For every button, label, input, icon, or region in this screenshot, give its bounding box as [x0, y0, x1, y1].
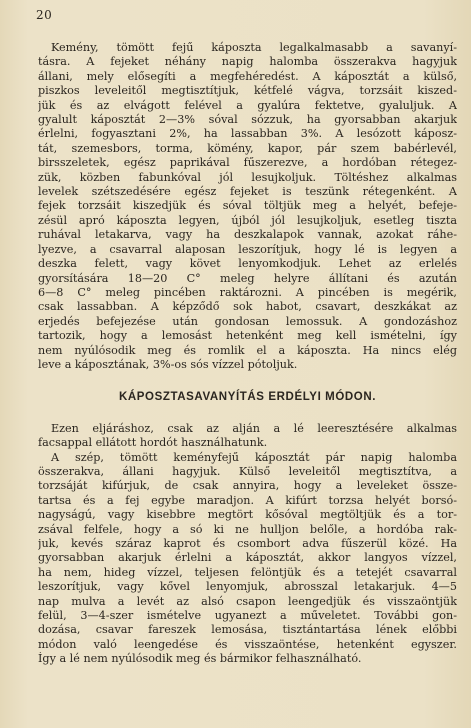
text-line: zsával felfele, hogy a só ki ne hulljon belőle, a hordóba rak- [38, 522, 457, 536]
text-line: összerakva, állani hagyjuk. Külső leveleitől megtisztítva, a [38, 464, 457, 478]
text-line: Így a lé nem nyúlósodik meg és bármikor felhasználható. [38, 652, 362, 666]
text-line: piszkos leveleitől megtisztítjuk, kétfelé vágva, torzsáit kiszed- [38, 84, 457, 98]
text-line: lyezve, a csavarral alaposan leszorítjuk, hogy lé is legyen a [38, 242, 457, 256]
page-number: 20 [36, 8, 53, 22]
text-line: tartsa és a fej egybe maradjon. A kifúrt torzsa helyét borsó- [38, 493, 457, 507]
text-line: dozása, csavar fareszek lemosása, tisztántartása lének előbbi [38, 623, 457, 637]
text-line: gyorsabban akarjuk érlelni a káposztát, akkor langyos vízzel, [38, 551, 457, 565]
text-line: zük, közben fabunkóval jól lesujkoljuk. Töltéshez alkalmas [38, 170, 457, 184]
text-line: állani, mely elősegíti a megfehéredést. A káposztát a külső, [38, 69, 457, 83]
section-heading: KÁPOSZTASAVANYÍTÁS ERDÉLYI MÓDON. [118, 391, 377, 404]
text-line: tartozik, hogy a lemosást hetenként meg kell ismételni, így [38, 329, 457, 343]
text-line: ruhával letakarva, vagy ha deszkalapok vannak, azokat ráhe- [38, 228, 457, 242]
text-line: torzsáját kifúrjuk, de csak annyira, hogy a leveleket össze- [38, 479, 457, 493]
text-line: módon való leengedése és visszaöntése, hetenként egyszer. [38, 637, 457, 651]
text-line: zésül apró káposzta legyen, újból jól lesujkoljuk, esetleg tiszta [38, 213, 457, 227]
text-line: tát, szemesbors, torma, kömény, kapor, pár szem babérlevél, [38, 141, 457, 155]
text-line: juk, kevés száraz kaprot és csombort adva fűszerül közé. Ha [38, 537, 457, 550]
text-line: nem nyúlósodik meg és romlik el a káposzta. Ha nincs elég [38, 343, 457, 357]
text-line: gyorsítására 18—20 C° meleg helyre állítani és azután [38, 271, 457, 285]
text-line: 6—8 C° meleg pincében raktározni. A pincében is megérik, [38, 285, 457, 299]
text-line: Ezen eljáráshoz, csak az alján a lé leeresztésére alkalmas [51, 421, 457, 435]
text-line: erjedés befejezése után gondosan lemossuk. A gondozáshoz [38, 314, 457, 328]
text-line: érlelni, fogyasztani 2%, ha lassabban 3%. A lesózott káposz- [38, 127, 457, 141]
text-line: jük és az elvágott felével a gyalúra fektetve, gyaluljuk. A [38, 98, 457, 112]
text-line: birsszeletek, egész paprikával fűszerezve, a hordóban rétegez- [38, 156, 457, 170]
body-text [38, 41, 457, 667]
text-line: csak lassabban. A képződő sok habot, csavart, deszkákat az [38, 300, 457, 314]
text-line: ha nem, hideg vízzel, teljesen felöntjük és a tetejét csavarral [38, 565, 457, 579]
text-line: leszorítjuk, vagy kővel lenyomjuk, abrosszal letakarjuk. 4—5 [38, 580, 457, 594]
text-line: facsappal ellátott hordót használhatunk. [38, 436, 268, 450]
text-line: felül, 3—4-szer ismételve ugyanezt a műveletet. További gon- [38, 609, 457, 623]
text-line: fejek torzsáit kiszedjük és sóval töltjük meg a helyét, befeje- [38, 199, 457, 213]
text-line: deszka felett, vagy követ lenyomkodjuk. Lehet az erlelés [38, 257, 457, 271]
text-line: leve a káposztának, 3%-os sós vízzel pótoljuk. [38, 357, 298, 371]
text-line: levelek szétszedésére egész fejeket is teszünk rétegenként. A [38, 185, 457, 199]
text-line: A szép, tömött keményfejű káposztát pár napig halomba [51, 450, 457, 464]
paragraph-transylvanian-method [38, 451, 457, 667]
paragraph-sauerkraut-method [38, 41, 457, 372]
text-line: gyalult káposztát 2—3% sóval sózzuk, ha gyorsabban akarjuk [38, 113, 457, 127]
text-line: Kemény, tömött fejű káposzta legalkalmasabb a savanyí- [51, 41, 457, 54]
text-line: nap mulva a levét az alsó csapon leengedjük és visszaöntjük [38, 594, 457, 608]
paragraph-barrel-note [38, 422, 457, 451]
text-line: tásra. A fejeket néhány napig halomba összerakva hagyjuk [38, 55, 457, 69]
text-line: nagyságú, vagy kisebbre megtört kősóval megtöltjük és a tor- [38, 508, 457, 522]
